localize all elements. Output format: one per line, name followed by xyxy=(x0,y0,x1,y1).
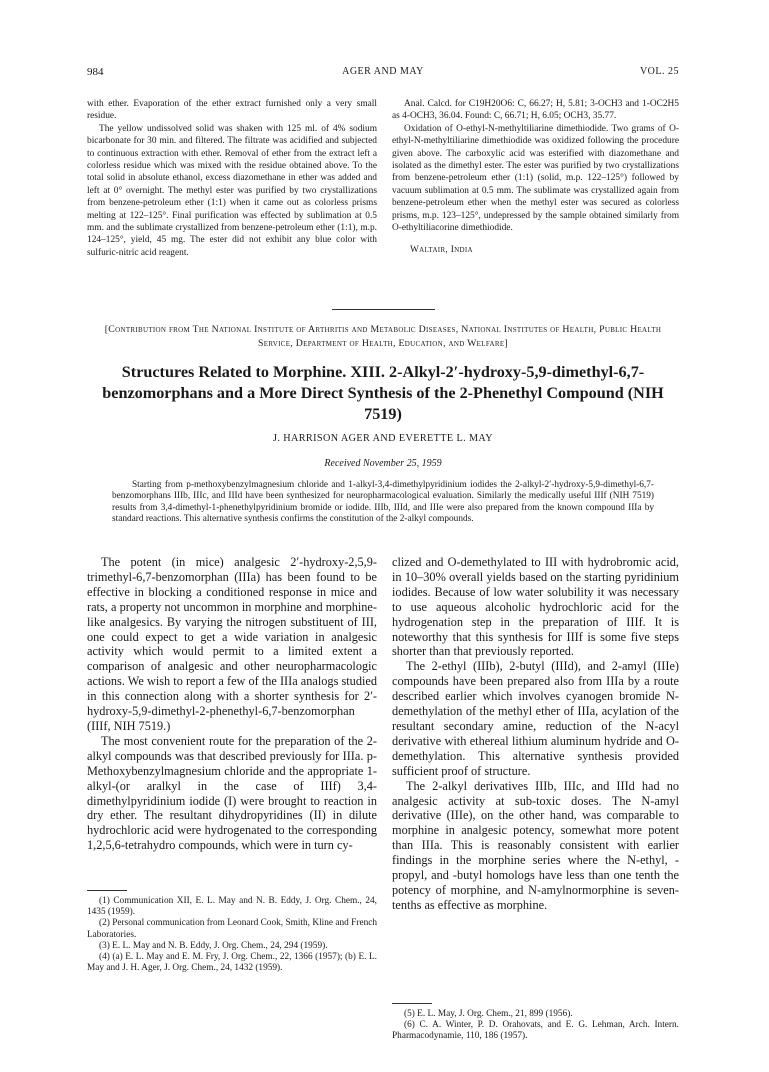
previous-article-left-column xyxy=(87,98,377,259)
footnote-rule xyxy=(87,890,127,891)
body-paragraph: clized and O-demethylated to III with hydrobromic acid, in 10–30% overall yields based on the starting pyridinium iodides. Because of low water solubility it was necessary to use aqueous alcoholic hydrochloric acid for the hydrogenation step in the preparation of IIIf. It is noteworthy that this synthesis for IIIf is some five steps shorter than that previously reported. xyxy=(392,555,679,659)
body-paragraph: The 2-ethyl (IIIb), 2-butyl (IIId), and 2-amyl (IIIe) compounds have been prepared also from IIIa by a route described earlier which involves cyanogen bromide N-demethylation of the methyl ether of IIIa, acylation of the resultant secondary amine, reduction of the N-acyl derivative with ethereal lithium aluminum hydride and O-demethylation. This alternative synthesis provided sufficient proof of structure. xyxy=(392,659,679,778)
body-paragraph: The 2-alkyl derivatives IIIb, IIIc, and IIId had no analgesic activity at sub-toxic doses. The N-amyl derivative (IIIe), on the other hand, was comparable to morphine in analgesic potency, somewhat more potent than IIIa. This is reasonably consistent with earlier findings in the morphine series where the N-ethyl, -propyl, and -butyl homologs have less than one tenth the potency of morphine, and N-amylnormorphine is seven-tenths as effective as morphine. xyxy=(392,778,679,912)
abstract-text: Starting from p-methoxybenzylmagnesium chloride and 1-alkyl-3,4-dimethylpyridinium iodides the 2-alkyl-2′-hydroxy-5,9-dimethyl-6,7-benzomorphans IIIb, IIIc, and IIId have been synthesized for neuropharmacological evaluation. Similarly the medically useful IIIf (NIH 7519) results from 3,4-dimethyl-1-phenethylpyridinium bromide or iodide. IIIb, IIId, and IIIe were also prepared from the known compound IIIa by standard reactions. This alternative synthesis confirms the constitution of the 2-alkyl compounds. xyxy=(112,480,654,524)
received-date: Received November 25, 1959 xyxy=(324,458,442,469)
contribution-note: [Contribution from The National Institute of Arthritis and Metabolic Diseases, National Institutes of Health, Public Health Service, Department of Health, Education, and Welfare] xyxy=(104,324,662,349)
section-divider xyxy=(332,309,435,310)
volume-label: VOL. 25 xyxy=(639,66,679,77)
page-number: 984 xyxy=(87,66,104,78)
running-header xyxy=(87,66,679,80)
footnotes-left xyxy=(87,896,377,974)
previous-article-right-column xyxy=(392,98,679,257)
body-paragraph: The most convenient route for the preparation of the 2-alkyl compounds was that described previously for IIIa. p-Methoxybenzylmagnesium chloride and the appropriate 1-alkyl-(or aralkyl in the case of IIIf) 3,4-dimethylpyridinium iodide (I) were brought to reaction in dry ether. The resultant dihydropyridines (II) in dilute hydrochloric acid were hydrogenated to the corresponding 1,2,5,6-tetrahydro compounds, which were in turn cy- xyxy=(87,733,377,853)
footnote: (4) (a) E. L. May and E. M. Fry, J. Org. Chem., 22, 1366 (1957); (b) E. L. May and J. H. Ager, J. Org. Chem., 24, 1432 (1959). xyxy=(87,952,377,974)
body-right-column xyxy=(392,555,679,913)
footnote: (3) E. L. May and N. B. Eddy, J. Org. Chem., 24, 294 (1959). xyxy=(99,940,328,951)
abstract xyxy=(112,480,654,525)
location-signature: Waltair, India xyxy=(410,245,473,256)
footnote-rule xyxy=(392,1003,432,1004)
prev-paragraph: with ether. Evaporation of the ether extract furnished only a very small residue. xyxy=(87,99,377,122)
footnote: (6) C. A. Winter, P. D. Orahovats, and E. G. Lehman, Arch. Intern. Pharmacodynamie, 110, 186 (1957). xyxy=(392,1020,679,1042)
prev-paragraph: The yellow undissolved solid was shaken with 125 ml. of 4% sodium bicarbonate for 30 min. and filtered. The filtrate was acidified and subjected to continuous extraction with ether. Removal of ether from the extract left a colorless residue which was mixed with the residue obtained above. To the total solid in absolute ethanol, excess diazomethane in ether was added and left at 0° overnight. The methyl ester was purified by two crystallizations from benzene-petroleum ether (1:1) when it came out as colorless prisms melting at 122–125°. Final purification was effected by sublimation at 0.5 mm. and the sublimate crystallized from benzene-petroleum ether (1:1), m.p. 124–125°, yield, 45 mg. The ester did not exhibit any blue color with sulfuric-nitric acid reagent. xyxy=(87,123,377,258)
body-left-column xyxy=(87,555,377,853)
footnote: (5) E. L. May, J. Org. Chem., 21, 899 (1956). xyxy=(404,1009,573,1019)
article-title: Structures Related to Morphine. XIII. 2-Alkyl-2′-hydroxy-5,9-dimethyl-6,7-benzomorphans and a More Direct Synthesis of the 2-Phenethyl Compound (NIH 7519) xyxy=(102,363,664,423)
body-paragraph: The potent (in mice) analgesic 2′-hydroxy-2,5,9-trimethyl-6,7-benzomorphan (IIIa) has been found to be effective in blocking a conditioned response in mice and rats, a property not uncommon in morphine and morphine-like analgesics. By varying the nitrogen substituent of III, one could expect to get a wide variation in analgesic activity which would permit to a limited extent a comparison of analgesic and other neuropharmacologic actions. We wish to report a few of the IIIa analogs studied in this connection along with a shorter synthesis for 2′-hydroxy-5,9-dimethyl-2-phenethyl-6,7-benzomorphan (IIIf, NIH 7519.) xyxy=(87,555,377,733)
running-title: AGER AND MAY xyxy=(342,66,424,77)
footnote: (1) Communication XII, E. L. May and N. B. Eddy, J. Org. Chem., 24, 1435 (1959). xyxy=(87,896,377,918)
footnote: (2) Personal communication from Leonard Cook, Smith, Kline and French Laboratories. xyxy=(87,918,377,940)
article-authors: J. HARRISON AGER AND EVERETTE L. MAY xyxy=(272,433,494,444)
footnotes-right xyxy=(392,1009,679,1043)
prev-paragraph: Oxidation of O-ethyl-N-methyltiliarine dimethiodide. Two grams of O-ethyl-N-methyltiliarine dimethiodide was oxidized following the procedure given above. The carboxylic acid was esterified with diazomethane and isolated as the dimethyl ester. The ester was purified by two crystallizations from benzene-petroleum ether (1:1) (solid, m.p. 122–125°) followed by vacuum sublimation at 0.5 mm. The sublimate was crystallized again from benzene-petroleum ether when the methyl ester was secured as colorless prisms, m.p. 123–125°, undepressed by the sample obtained similarly from O-ethyltiliacorine dimethiodide. xyxy=(392,123,679,234)
analysis-text: Anal. Calcd. for C19H20O6: C, 66.27; H, 5.81; 3-OCH3 and 1-OC2H5 as 4-OCH3, 36.04. Found: C, 66.71; H, 6.05; OCH3, 35.77. xyxy=(392,99,679,122)
